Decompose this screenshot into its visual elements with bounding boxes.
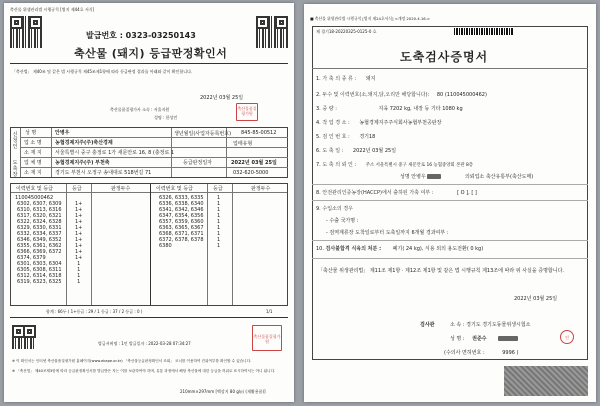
col-count-right: 판정두수 — [251, 186, 271, 192]
issue-date: 2022년 03월 25일 — [200, 95, 244, 101]
certificate-date: 2022년 03월 25일 — [514, 296, 558, 302]
left-trace-list: 6302, 6307, 6309 6310, 6313, 6316 6317, 6320, 6321 6322, 6324, 6328 6329, 6330, 6331 6332, 6334, 6337 6346, 6349, 6352 6355, 6361, 6362 6366, 6369, 6372 6374, 6379 6301, 6303, 6304 6305, 6308, 6311 6312, 6314, 6318 6319, 6323, 6325 — [17, 201, 62, 285]
col-count-left: 판정두수 — [111, 186, 131, 192]
business-type-label: 업태유형 — [233, 141, 253, 147]
business-number: 845-85-00512 — [241, 130, 277, 136]
qr-code-right — [256, 16, 288, 48]
col-trace-left: 이력번호 및 등급 — [16, 186, 53, 192]
statement: 「축산물 위생관리법」 제11조 제1항 · 제12조 제1항 및 같은 법 시행규칙 제13조에 따라 위 사실을 증명합니다. — [318, 268, 565, 274]
business-name: 농협경제지주(주)축산경제 — [55, 140, 113, 146]
right-trace-list: 6326, 6333, 6335 6336, 6338, 6340 6341, 6342, 6346 6347, 6354, 6356 6357, 6359, 6360 6363, 6365, 6367 6368, 6371, 6371 6372, 6378, 6378 6380 — [159, 195, 204, 249]
qr-code-left — [10, 16, 42, 48]
barcode — [454, 28, 514, 35]
row-9: 9. 수입소의 경우 — [316, 206, 353, 212]
official-seal: 축산물품질평가원 — [252, 325, 282, 351]
inspector-org: 소 속 : 경기도 경기도동물위생시험소 — [450, 322, 531, 328]
col-grade-right: 등급 — [213, 186, 223, 192]
row-8: 8. 안전관리인증농장(HACCP)에서 출하된 가축 여부 : [ O ], [ ] — [316, 190, 477, 196]
processor-phone: 032-620-5000 — [233, 170, 269, 176]
row-4: 4. 작 업 경 소 : 농협경제지주주식회사농협부천공판장 — [316, 120, 442, 126]
verify-qr-code — [12, 325, 36, 349]
import-country: - 수출 국가명 : — [326, 218, 359, 224]
inspector-label: 검사관 — [420, 322, 435, 328]
document-number: 제 경기18-20220325-0125-0 호 — [316, 29, 377, 34]
processor-name: 농협경제지주(주) 부천축 — [55, 160, 110, 166]
intro-text: 「축산법」 제40조 및 같은 법 시행규칙 제45조제1항에 따라 등급판정 결과를 아래와 같이 확인합니다. — [12, 69, 193, 74]
applicant-table — [10, 127, 288, 178]
applicant-address-label: 소 재 지 — [24, 150, 42, 156]
row-1: 1. 가 축 의 종 류 : 돼지 — [316, 76, 376, 82]
col-grade-left: 등급 — [72, 186, 82, 192]
redacted-area — [504, 366, 588, 396]
page-number: 1/1 — [266, 309, 273, 314]
grading-date-label: 등급판정일자 — [183, 160, 212, 166]
left-grade-list: 1+ 1+ 1+ 1+ 1+ 1+ 1+ 1+ 1+ 1+ 1 1 1 1 — [75, 201, 83, 285]
processor-address-label: 소 재 지 — [24, 170, 42, 176]
applicant-name-label: 성 명 — [25, 130, 37, 136]
birth-label: 생년월일(사업자등록번호) — [174, 131, 232, 137]
document-title: 도축검사증명서 — [400, 50, 489, 64]
processor-name-label: 업 체 명 — [24, 160, 42, 166]
section-processor: 도축장 — [12, 160, 18, 178]
issuer-info: 발급서버명 : 1인 발급일자 : 2022-03-28 07:34:27 — [98, 341, 191, 346]
requester-detail: 성명 안병우 의뢰업소 축산유통부(축산도매) — [400, 174, 534, 180]
header-note: 축산물 위생관리법 시행규칙 [별지 제44호 서식] — [10, 7, 95, 12]
import-note: - 검역계류장 도착일로부터 도축일까지 6개월 경과여부 : — [326, 230, 449, 236]
grading-date: 2022년 03월 25일 — [231, 160, 277, 166]
note-1: ※ 이 확인서는 인터넷 축산물품질평가원 홈페이지(www.ekape.or.kr) 「축산물등급판정확인서 조회」 코너를 이용하여 진위여부를 확인할 수 있습니다. — [12, 359, 252, 363]
grader-org: 축산물품질평가사 소속 : 서울지원 — [110, 107, 170, 112]
row-6: 6. 도 축 일 : 2022년 03월 25일 — [316, 148, 397, 154]
applicant-address: 서울특별시 중구 충정로 1가 새문안로 16, 8 (충정로 1 — [55, 150, 175, 156]
section-applicant: 신청인 — [12, 132, 18, 150]
trace-number: 110045000462 — [15, 195, 54, 201]
business-name-label: 업 소 명 — [24, 140, 42, 146]
row-3: 3. 중 량 : 지육 7202 kg, 내장 등 기타 1080 kg — [316, 106, 463, 112]
header-note: ■ 축산물 위생관리법 시행규칙 [별지 제24호서식] <개정 2020.4.16.> — [310, 16, 431, 21]
grading-table — [10, 183, 288, 306]
right-grade-list: 1 1 1 1 1 1 1 1 1 — [217, 195, 221, 249]
issue-number: 발급번호 : 0323-03250143 — [86, 31, 196, 40]
slaughter-inspection-certificate — [304, 4, 596, 402]
row-7: 7. 도 축 의 뢰 인 : 주소 서울특별시 중구 새문안로 16 농협중앙회 본관 8층 — [316, 162, 473, 168]
document-title: 축산물 (돼지) 등급판정확인서 — [74, 47, 228, 60]
grader-stamp: 축산물품질평가원 — [236, 103, 258, 121]
paper-size: 210mm×297mm [백상지 80 g/㎡ (재활용품)] — [180, 389, 266, 394]
row-10: 10. 검사불합격 식육의 처분 : 폐기( 24 kg), 식용 외의 용도전환( 0 kg) — [316, 246, 484, 252]
inspector-name: 성 명 : 권준수 — [450, 336, 518, 342]
col-trace-right: 이력번호 및 등급 — [156, 186, 193, 192]
row-5: 5. 검 인 번 호 : 경기18 — [316, 134, 376, 140]
grading-certificate — [4, 3, 294, 402]
inspector-seal: 인 — [560, 330, 574, 344]
note-2: ※ 「축산법」 제40조제3항에 따라 등급판정확인서를 발급받은 자는 이를 보관하여야 하며, 유통 과정에서 해당 축산물에 대한 등급을 허위로 표시하여서는 아니 됩니다. — [12, 369, 276, 373]
grader-name: 성명 : 한성민 — [154, 115, 178, 120]
grading-total: 합계 : 66두 ( 1+등급 : 29 / 1 등급 : 37 / 2 등급 : 0 ) — [46, 309, 143, 314]
applicant-name: 안병우 — [55, 130, 70, 136]
license-number: (수의사 면허번호 : 9996 ) — [444, 350, 519, 356]
processor-address: 경기도 부천시 오정구 송내대로 518번길 71 — [55, 170, 152, 176]
row-2: 2. 두수 및 이력번호(소,돼지,닭,오리만 해당합니다): 80 (110045000462) — [316, 92, 487, 98]
